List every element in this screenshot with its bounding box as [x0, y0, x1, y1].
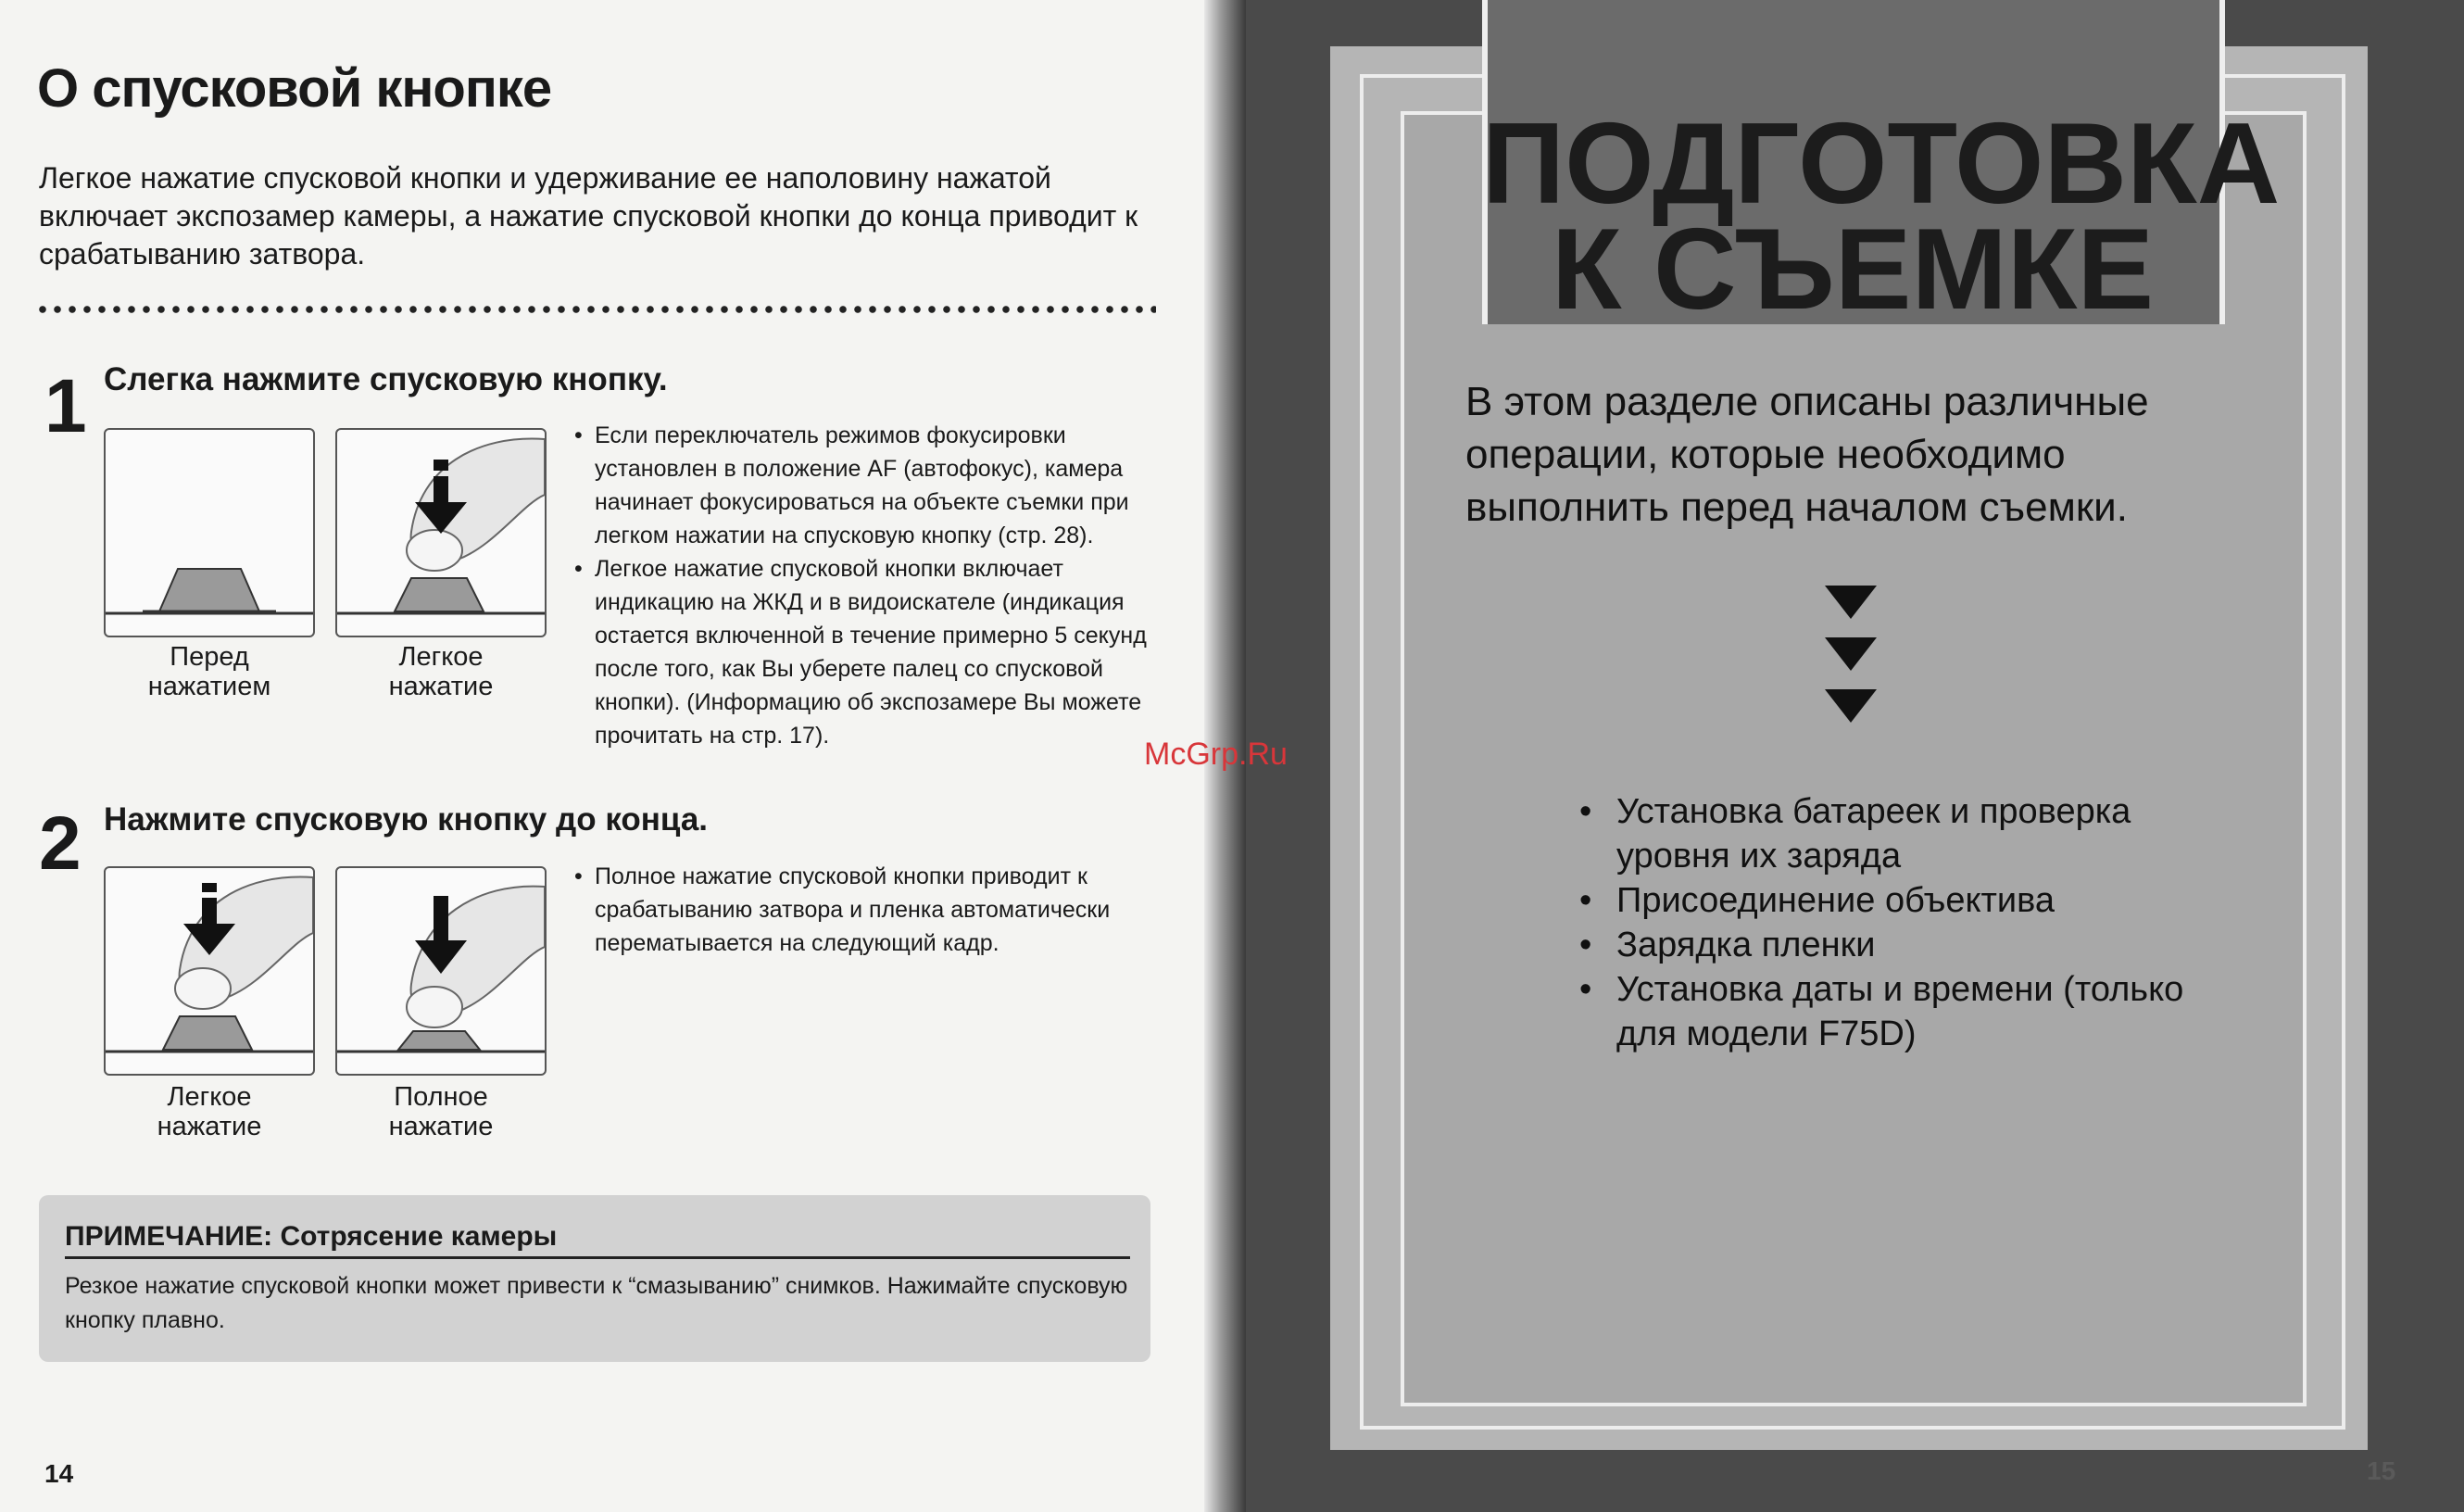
down-arrow-icon — [1825, 586, 1877, 619]
step-1-note-1: • Если переключатель режимов фокусировки установлен в положение AF (автофокус), камера начинает фокусироваться на объекте съемки при легком нажатии на спусковую кнопку (стр. 28). — [574, 419, 1149, 552]
chapter-title-line-2: К СЪЕМКЕ — [1551, 206, 2155, 334]
topic-item: • Установка батареек и проверка уровня их заряда — [1579, 789, 2228, 878]
step-2-number: 2 — [39, 801, 82, 886]
note-heading: ПРИМЕЧАНИЕ: Сотрясение камеры — [65, 1221, 558, 1252]
page-number-right: 15 — [2367, 1456, 2396, 1485]
step-1-number: 1 — [44, 364, 87, 448]
caption-half-press-2: Легкое нажатие — [157, 1082, 262, 1141]
caption-before-press: Перед нажатием — [147, 642, 271, 701]
watermark: McGrp.Ru — [1144, 737, 1288, 772]
chapter-intro: В этом разделе описаны различные операции, которые необходимо выполнить перед началом съемки. — [1465, 379, 2149, 530]
dotted-divider — [35, 306, 1156, 313]
step-2-notes — [574, 860, 1149, 960]
caption-full-press: Полное нажатие — [388, 1082, 494, 1141]
note-text: Резкое нажатие спусковой кнопки может привести к “смазыванию” снимков. Нажимайте спусковую кнопку плавно. — [65, 1273, 1128, 1333]
topic-item: • Зарядка пленки — [1579, 923, 2228, 967]
page-title: О спусковой кнопке — [37, 58, 552, 119]
step-2-note-1: • Полное нажатие спусковой кнопки приводит к срабатыванию затвора и пленка автоматически перематывается на следующий кадр. — [574, 860, 1149, 960]
note-rule — [65, 1256, 1130, 1259]
caption-half-press: Легкое нажатие — [388, 642, 494, 701]
topic-item: • Установка даты и времени (только для модели F75D) — [1579, 967, 2228, 1056]
down-arrow-icon — [1825, 637, 1877, 671]
step-2-title: Нажмите спусковую кнопку до конца. — [104, 801, 709, 838]
chapter-topics — [1579, 789, 2228, 1056]
step-1-title: Слегка нажмите спусковую кнопку. — [104, 361, 668, 397]
topic-item: • Присоединение объектива — [1579, 878, 2228, 923]
chapter-title — [1482, 100, 2281, 334]
illustration-half-press-2 — [104, 866, 315, 1076]
step-1-notes — [574, 419, 1149, 752]
illustration-full-press — [335, 866, 547, 1076]
illustration-before-press — [104, 428, 315, 637]
note-box — [39, 1195, 1150, 1362]
down-arrow-icon — [1825, 689, 1877, 723]
chapter-title-line-1: ПОДГОТОВКА — [1482, 100, 2281, 228]
page-number-left: 14 — [44, 1459, 74, 1488]
illustration-half-press — [335, 428, 547, 637]
intro-paragraph: Легкое нажатие спусковой кнопки и удерживание ее наполовину нажатой включает экспозамер камеры, а нажатие спусковой кнопки до конца приводит к срабатыванию затвора. — [39, 161, 1138, 271]
step-1-note-2: • Легкое нажатие спусковой кнопки включает индикацию на ЖКД и в видоискателе (индикация остается включенной в течение примерно 5 секунд после того, как Вы уберете палец со спусковой кнопки). (Информацию об экспозамере Вы можете прочитать на стр. 17). — [574, 552, 1149, 752]
